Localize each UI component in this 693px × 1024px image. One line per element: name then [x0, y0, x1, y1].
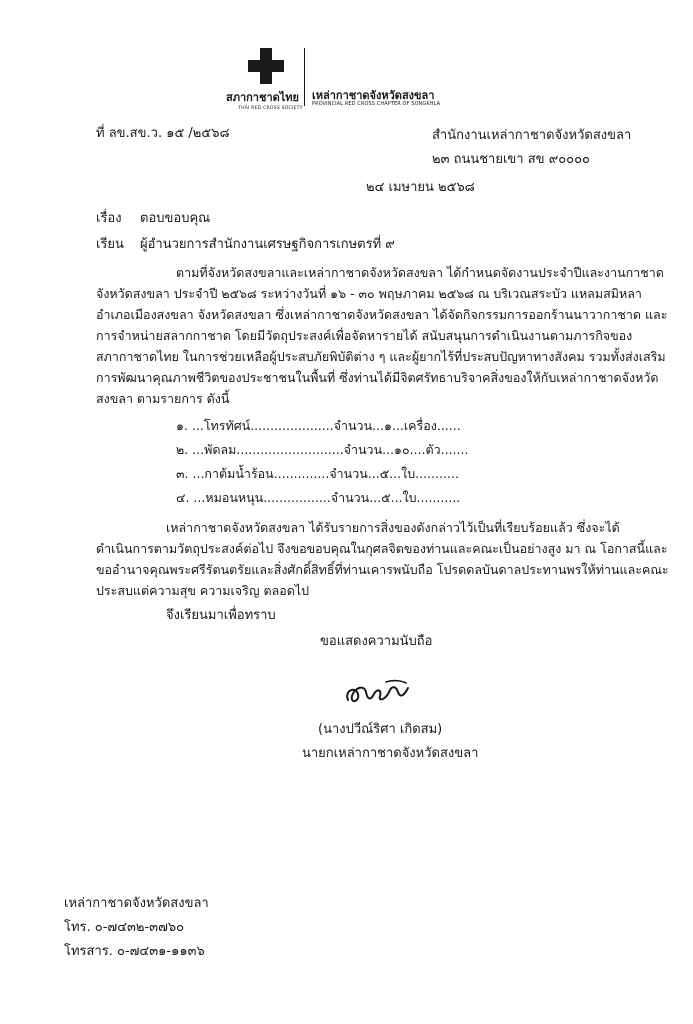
- footer-org: เหล่ากาชาดจังหวัดสงขลา: [64, 896, 209, 911]
- org-name-th: สภากาชาดไทย: [226, 91, 299, 104]
- item-quantity: จำนวน...๕...ใบ...........: [329, 466, 459, 481]
- para1-line-3: อำเภอเมืองสงขลา จังหวัดสงขลา ซึ่งเหล่ากาชาดจังหวัดสงขลา ได้จัดกิจกรรมการออกร้านนาวากาชาด และ: [96, 307, 668, 322]
- item-name: ...โทรทัศน์.....................: [191, 418, 334, 433]
- footer-fax: โทรสาร. ๐-๗๔๓๑-๑๑๓๖: [64, 944, 205, 959]
- recipient-text: ผู้อำนวยการสำนักงานเศรษฐกิจการเกษตรที่ ๙: [140, 237, 395, 252]
- letterhead-divider: [304, 48, 305, 106]
- para2-line-1: เหล่ากาชาดจังหวัดสงขลา ได้รับรายการสิ่งของดังกล่าวไว้เป็นที่เรียบร้อยแล้ว ซึ่งจะได้: [166, 520, 620, 535]
- item-quantity: จำนวน...๑๐....ตัว.......: [343, 442, 469, 457]
- item-name: ...หมอนหนุน.................: [193, 490, 331, 505]
- item-name: ...กาต้มน้ำร้อน..............: [192, 466, 330, 481]
- item-quantity: จำนวน...๑...เครื่อง......: [333, 418, 461, 433]
- para2-line-4: ประสบแต่ความสุข ความเจริญ ตลอดไป: [96, 583, 310, 598]
- recipient-label: เรียน: [96, 237, 124, 252]
- list-item: [176, 440, 468, 460]
- para1-line-5: สภากาชาดไทย ในการช่วยเหลือผู้ประสบภัยพิบัติต่าง ๆ และผู้ยากไร้ที่ประสบปัญหาทางสังคม รวมทั้งส่งเสริม: [96, 349, 666, 364]
- item-number: ๓.: [176, 466, 189, 481]
- handwritten-signature: [342, 676, 414, 714]
- address-line-2: ๒๓ ถนนชายเขา สข ๙๐๐๐๐: [432, 152, 590, 167]
- regards-text: ขอแสดงความนับถือ: [320, 634, 433, 649]
- chapter-name-th: เหล่ากาชาดจังหวัดสงขลา: [312, 89, 435, 102]
- signer-title: นายกเหล่ากาชาดจังหวัดสงขลา: [302, 746, 479, 761]
- para2-line-2: ดำเนินการตามวัตถุประสงค์ต่อไป จึงขอขอบคุณในกุศลจิตของท่านและคณะเป็นอย่างสูง มา ณ โอกาสนี้และ: [96, 541, 668, 556]
- footer-phone: โทร. ๐-๗๔๓๒-๓๗๖๐: [64, 920, 185, 935]
- item-number: ๒.: [176, 442, 189, 457]
- chapter-name-en: PROVINCIAL RED CROSS CHAPTER OF SONGKHLA: [312, 101, 441, 107]
- item-number: ๔.: [176, 490, 190, 505]
- para1-line-6: การพัฒนาคุณภาพชีวิตของประชาชนในพื้นที่ ซึ่งท่านได้มีจิตศรัทธาบริจาคสิ่งของให้กับเหล่ากาชาดจังหวัด: [96, 370, 659, 385]
- list-item: [176, 464, 459, 484]
- org-name-en: THAI RED CROSS SOCIETY: [238, 106, 303, 111]
- para1-line-2: จังหวัดสงขลา ประจำปี ๒๕๖๘ ระหว่างวันที่ ๑๖ - ๓๐ พฤษภาคม ๒๕๖๘ ณ บริเวณสระบัว แหลมสมิหลา: [96, 286, 642, 301]
- item-quantity: จำนวน...๕...ใบ...........: [330, 490, 461, 505]
- letter-date: ๒๔ เมษายน ๒๕๖๘: [366, 180, 475, 195]
- para1-line-1: ตามที่จังหวัดสงขลาและเหล่ากาชาดจังหวัดสงขลา ได้กำหนดจัดงานประจำปีและงานกาชาด: [176, 265, 664, 280]
- para1-line-4: การจำหน่ายสลากกาชาด โดยมีวัตถุประสงค์เพื่อจัดหารายได้ สนับสนุนการดำเนินงานตามภารกิจของ: [96, 328, 633, 343]
- subject-text: ตอบขอบคุณ: [140, 211, 211, 226]
- reference-number: ที่ ลข.สข.ว. ๑๕ /๒๕๖๘: [96, 126, 230, 141]
- closing-line: จึงเรียนมาเพื่อทราบ: [166, 608, 276, 623]
- red-cross-logo-icon: [248, 48, 284, 84]
- para1-line-7: สงขลา ตามรายการ ดังนี้: [96, 391, 230, 406]
- item-number: ๑.: [176, 418, 188, 433]
- signer-name: (นางปวีณ์ริศา เกิดสม): [318, 722, 443, 737]
- subject-label: เรื่อง: [96, 211, 122, 226]
- list-item: [176, 416, 461, 436]
- item-name: ...พัดลม...........................: [192, 442, 344, 457]
- address-line-1: สำนักงานเหล่ากาชาดจังหวัดสงขลา: [432, 128, 632, 143]
- list-item: [176, 488, 460, 508]
- para2-line-3: ขออำนาจคุณพระศรีรัตนตรัยและสิ่งศักดิ์สิทธิ์ที่ท่านเคารพนับถือ โปรดดลบันดาลประทานพรให้ท่านและคณะ: [96, 562, 669, 577]
